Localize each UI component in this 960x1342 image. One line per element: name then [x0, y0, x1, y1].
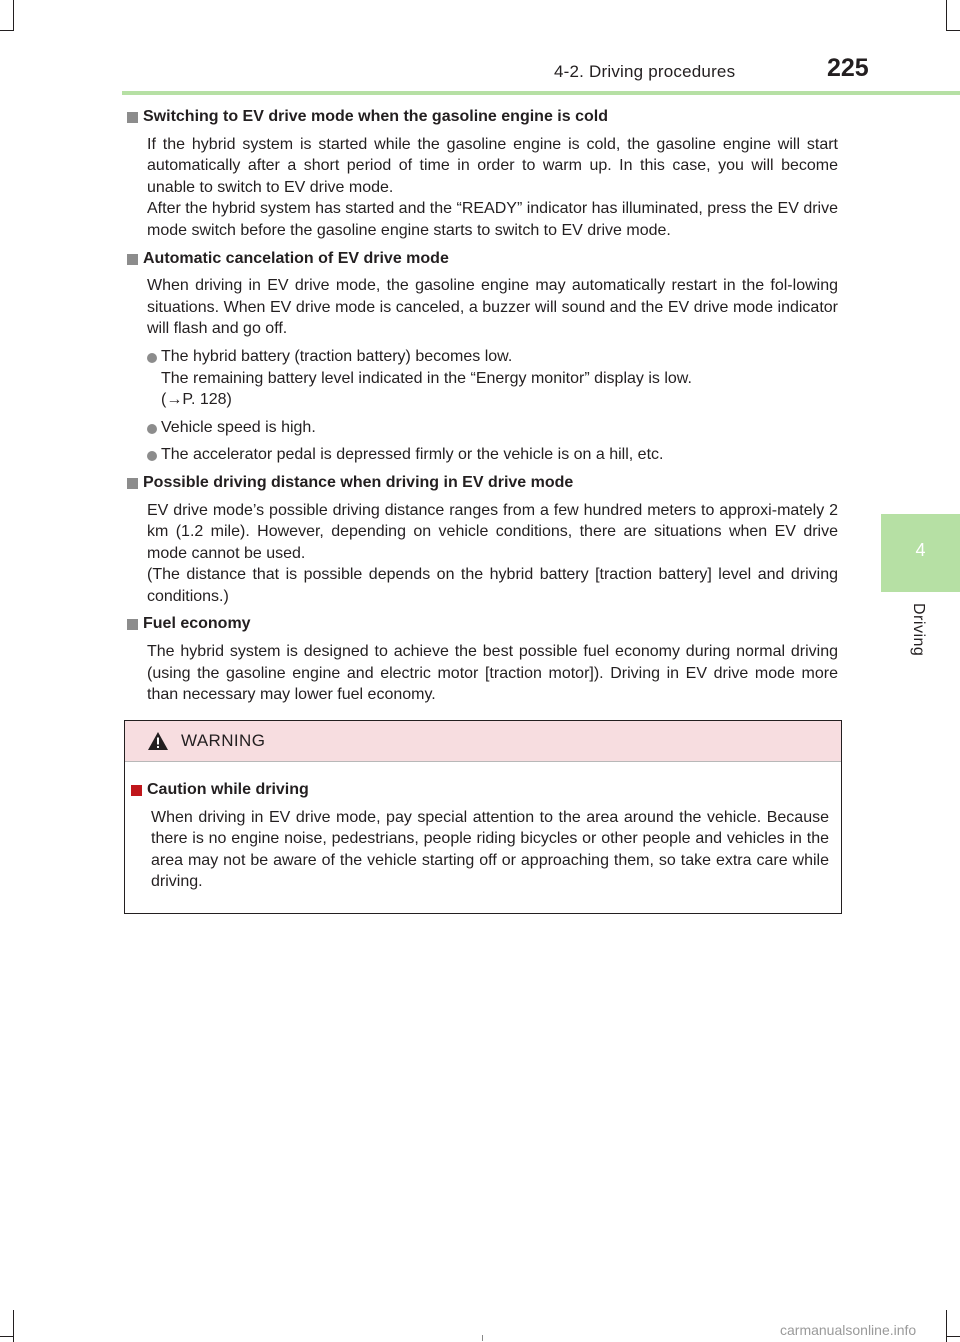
square-bullet-icon — [127, 478, 138, 489]
warning-heading: Caution while driving — [129, 779, 829, 801]
section-title: 4-2. Driving procedures — [554, 62, 736, 81]
crop-mark — [946, 30, 960, 31]
watermark: carmanualsonline.info — [780, 1322, 917, 1338]
warning-text: When driving in EV drive mode, pay special attention to the area around the vehicle. Because there is no engine noise, pedestrians, people riding bicycles or other people and vehicles in the area may not be aware of the vehicle starting off or approaching them, so take extra care while driving. — [151, 808, 829, 891]
square-bullet-icon — [131, 785, 142, 796]
chapter-tab — [881, 514, 960, 592]
list-item: The accelerator pedal is depressed firmly or the vehicle is on a hill, etc. — [147, 444, 838, 466]
crop-mark — [946, 0, 947, 30]
chapter-label: Driving — [910, 603, 927, 657]
chapter-label-container — [908, 602, 928, 672]
warning-header — [125, 721, 841, 762]
section-heading: Possible driving distance when driving in EV drive mode — [125, 472, 838, 494]
warning-body — [129, 779, 829, 893]
crop-mark — [13, 1310, 14, 1342]
header-rule — [122, 91, 960, 95]
crop-mark — [946, 1336, 960, 1337]
main-content — [125, 106, 838, 706]
section-heading: Automatic cancelation of EV drive mode — [125, 248, 838, 270]
paragraph: The hybrid system is designed to achieve the best possible fuel economy during normal driving (using the gasoline engine and electric motor [traction motor]). Driving in EV drive mode more than necessary may lower fuel economy. — [147, 643, 838, 704]
crop-mark — [13, 0, 14, 30]
circle-bullet-icon — [147, 424, 157, 434]
square-bullet-icon — [127, 619, 138, 630]
crop-mark — [946, 1310, 947, 1342]
warning-icon — [147, 731, 169, 751]
warning-box — [124, 720, 842, 914]
page-number: 225 — [827, 54, 869, 82]
footer-mark — [482, 1335, 483, 1341]
page-reference-link[interactable]: (→P. 128) — [161, 391, 232, 409]
list-item: Vehicle speed is high. — [147, 417, 838, 439]
chapter-number: 4 — [915, 540, 926, 560]
paragraph: When driving in EV drive mode, the gasoline engine may automatically restart in the fol-lowing situations. When EV drive mode is canceled, a buzzer will sound and the EV drive mode indicator will flash and go off. — [147, 277, 838, 338]
paragraph: If the hybrid system is started while the gasoline engine is cold, the gasoline engine will start automatically after a short period of time in order to warm up. In this case, you will become unable to switch to EV drive mode. After the hybrid system has started and the “READY” indicator has illuminated, press the EV drive mode switch before the gasoline engine starts to switch to EV drive mode. — [147, 135, 838, 239]
paragraph: EV drive mode’s possible driving distance ranges from a few hundred meters to approxi-mately 2 km (1.2 mile). However, depending on vehicle conditions, there are situations when EV drive mode cannot be used. (The distance that is possible depends on the hybrid battery [traction battery] level and driving conditions.) — [147, 501, 838, 605]
circle-bullet-icon — [147, 451, 157, 461]
crop-mark — [0, 30, 14, 31]
crop-mark — [0, 1336, 14, 1337]
list-item: The hybrid battery (traction battery) becomes low. The remaining battery level indicated in the “Energy monitor” display is low. (→P. 128) — [147, 346, 838, 411]
square-bullet-icon — [127, 112, 138, 123]
circle-bullet-icon — [147, 353, 157, 363]
square-bullet-icon — [127, 254, 138, 265]
section-heading: Switching to EV drive mode when the gasoline engine is cold — [125, 106, 838, 128]
warning-title: WARNING — [181, 731, 266, 750]
section-heading: Fuel economy — [125, 613, 838, 635]
